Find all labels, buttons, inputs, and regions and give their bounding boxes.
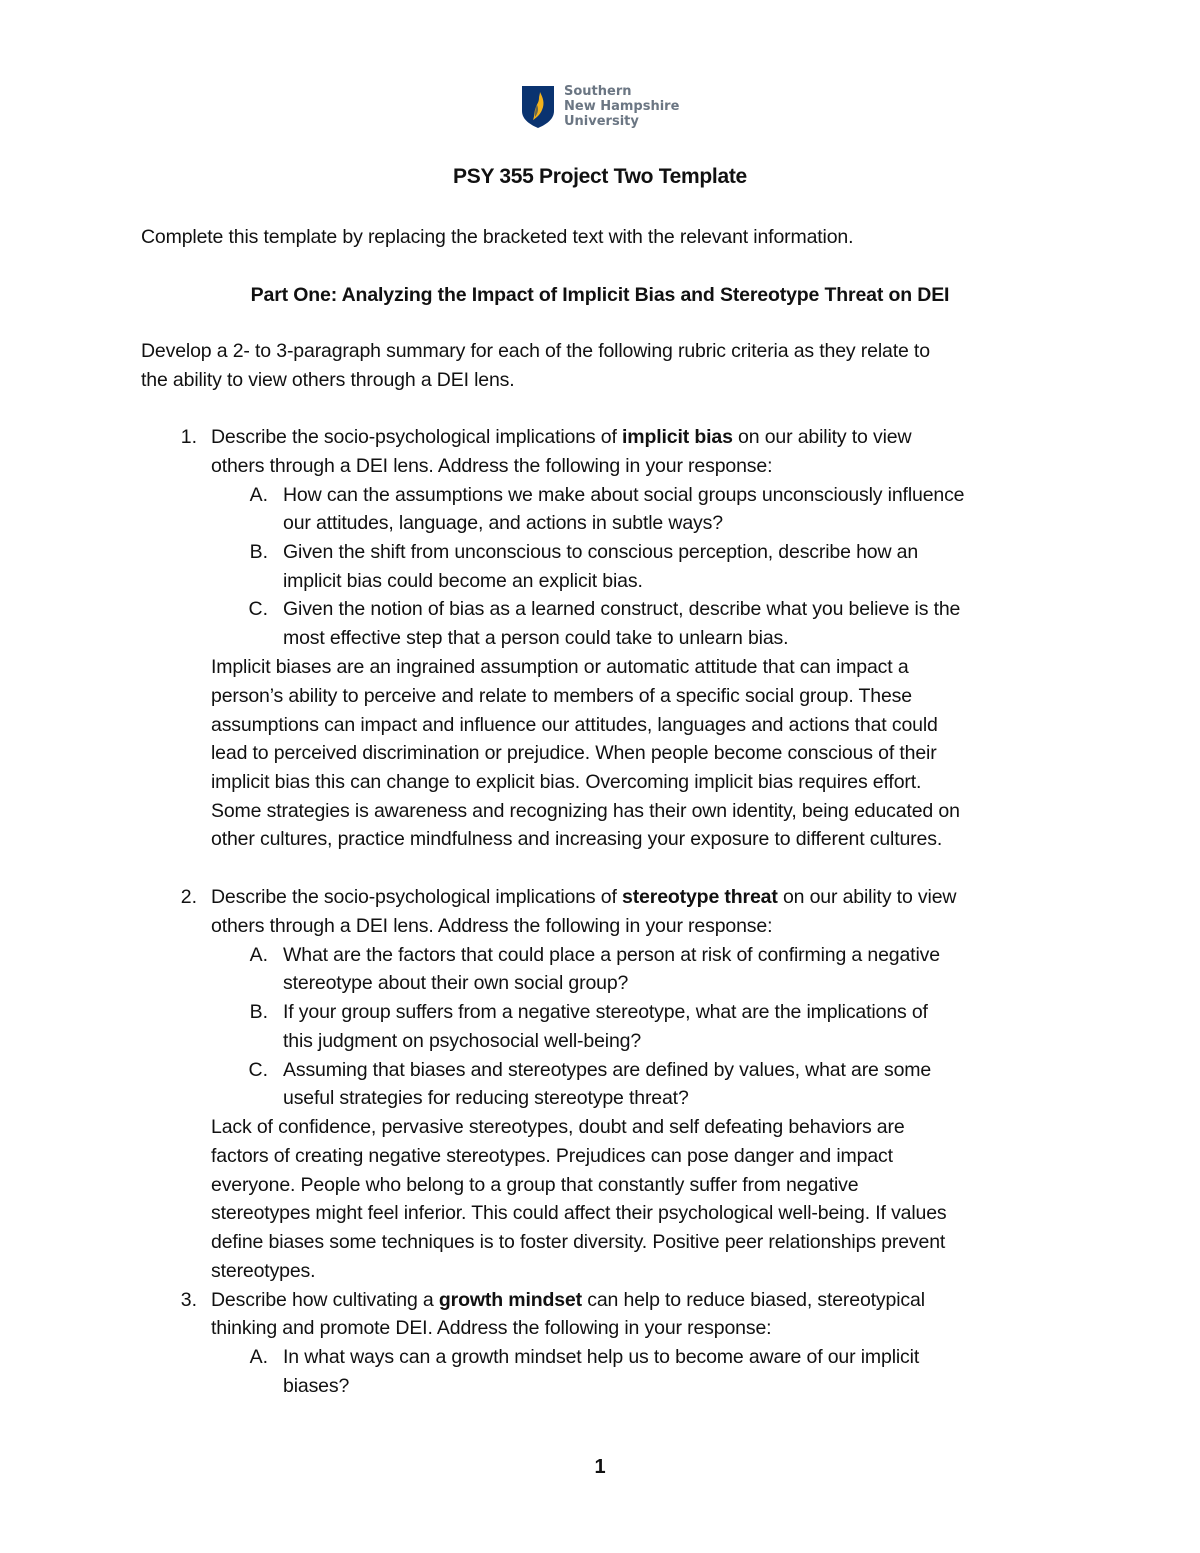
question-2-line-2: others through a DEI lens. Address the following in your response:	[211, 915, 773, 937]
sub-letter: B.	[249, 541, 268, 563]
sub-line: Given the shift from unconscious to conscious perception, describe how an	[283, 541, 919, 563]
answer-line: lead to perceived discrimination or prejudice. When people become conscious of their	[211, 742, 937, 764]
question-1-line-1	[211, 423, 911, 452]
question-2-line-1	[211, 883, 956, 912]
question-prefix: Describe the socio-psychological implications of	[211, 886, 623, 908]
answer-line: stereotypes might feel inferior. This could affect their psychological well-being. If values	[211, 1202, 947, 1224]
answer-line: stereotypes.	[211, 1260, 316, 1282]
answer-line: define biases some techniques is to foster diversity. Positive peer relationships prevent	[211, 1231, 946, 1253]
shield-flame-icon	[521, 85, 555, 129]
sub-line: If your group suffers from a negative stereotype, what are the implications of	[283, 1001, 928, 1023]
sub-line: Assuming that biases and stereotypes are defined by values, what are some	[283, 1059, 932, 1081]
question-prefix: Describe the socio-psychological implications of	[211, 426, 623, 448]
answer-line: other cultures, practice mindfulness and increasing your exposure to different cultures.	[211, 828, 943, 850]
sub-line: most effective step that a person could take to unlearn bias.	[283, 627, 789, 649]
page-title: PSY 355 Project Two Template	[453, 165, 747, 188]
question-number: 2.	[180, 886, 197, 908]
question-number: 1.	[180, 426, 197, 448]
sub-line: In what ways can a growth mindset help us to become aware of our implicit	[283, 1346, 920, 1368]
develop-line-2: the ability to view others through a DEI lens.	[141, 369, 515, 391]
question-keyword: growth mindset	[438, 1289, 582, 1311]
sub-letter: C.	[248, 1059, 268, 1081]
question-prefix: Describe how cultivating a	[211, 1289, 439, 1311]
answer-line: person’s ability to perceive and relate to members of a specific social group. These	[211, 685, 912, 707]
sub-line: How can the assumptions we make about social groups unconsciously influence	[283, 484, 965, 506]
answer-line: factors of creating negative stereotypes. Prejudices can pose danger and impact	[211, 1145, 893, 1167]
sub-line: stereotype about their own social group?	[283, 972, 629, 994]
answer-line: assumptions can impact and influence our attitudes, languages and actions that could	[211, 714, 938, 736]
sub-letter: A.	[249, 944, 268, 966]
question-keyword: stereotype threat	[622, 886, 778, 908]
develop-line-1: Develop a 2- to 3-paragraph summary for each of the following rubric criteria as they relate to	[141, 340, 930, 362]
intro-text: Complete this template by replacing the bracketed text with the relevant information.	[141, 226, 854, 248]
logo-wordmark	[564, 84, 679, 129]
sub-line: biases?	[283, 1375, 350, 1397]
question-keyword: implicit bias	[622, 426, 733, 448]
sub-line: implicit bias could become an explicit bias.	[283, 570, 643, 592]
sub-line: What are the factors that could place a person at risk of confirming a negative	[283, 944, 940, 966]
sub-line: useful strategies for reducing stereotype threat?	[283, 1087, 689, 1109]
question-3-line-2: thinking and promote DEI. Address the following in your response:	[211, 1317, 772, 1339]
sub-line: this judgment on psychosocial well-being?	[283, 1030, 642, 1052]
sub-letter: A.	[249, 484, 268, 506]
sub-line: our attitudes, language, and actions in subtle ways?	[283, 512, 723, 534]
logo-line-2: New Hampshire	[564, 99, 680, 114]
answer-line: Lack of confidence, pervasive stereotypes, doubt and self defeating behaviors are	[211, 1116, 905, 1138]
question-1-line-2: others through a DEI lens. Address the following in your response:	[211, 455, 773, 477]
sub-letter: B.	[249, 1001, 268, 1023]
answer-line: Implicit biases are an ingrained assumption or automatic attitude that can impact a	[211, 656, 909, 678]
question-suffix: on our ability to view	[777, 886, 957, 908]
answer-line: Some strategies is awareness and recognizing has their own identity, being educated on	[211, 800, 960, 822]
answer-line: everyone. People who belong to a group that constantly suffer from negative	[211, 1174, 859, 1196]
question-suffix: can help to reduce biased, stereotypical	[581, 1289, 925, 1311]
university-logo	[521, 84, 679, 129]
sub-letter: A.	[249, 1346, 268, 1368]
page-number: 1	[594, 1456, 606, 1478]
sub-letter: C.	[248, 598, 268, 620]
logo-line-1: Southern	[564, 84, 632, 99]
question-suffix: on our ability to view	[732, 426, 912, 448]
question-number: 3.	[180, 1289, 197, 1311]
part-heading: Part One: Analyzing the Impact of Implicit Bias and Stereotype Threat on DEI	[250, 284, 950, 306]
logo-line-3: University	[564, 114, 639, 129]
question-3-line-1	[211, 1286, 925, 1315]
answer-line: implicit bias this can change to explicit bias. Overcoming implicit bias requires effort.	[211, 771, 922, 793]
sub-line: Given the notion of bias as a learned construct, describe what you believe is the	[283, 598, 961, 620]
